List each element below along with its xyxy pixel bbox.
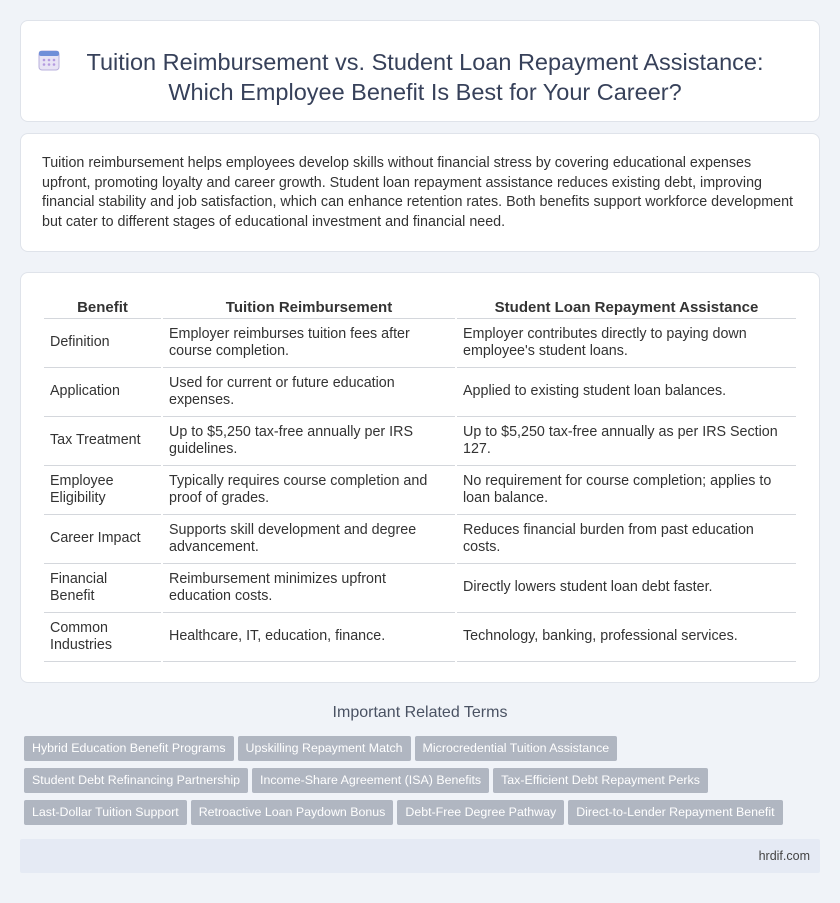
related-term-tag[interactable]: Microcredential Tuition Assistance (415, 736, 618, 761)
related-term-tag[interactable]: Tax-Efficient Debt Repayment Perks (493, 768, 708, 793)
related-term-tag[interactable]: Retroactive Loan Paydown Bonus (191, 800, 394, 825)
row-label: Financial Benefit (44, 564, 161, 613)
tuition-cell: Typically requires course completion and proof of grades. (163, 466, 455, 515)
tuition-cell: Healthcare, IT, education, finance. (163, 613, 455, 662)
header-student-loan-repayment: Student Loan Repayment Assistance (457, 297, 796, 319)
table-row (44, 368, 796, 417)
intro-paragraph: Tuition reimbursement helps employees develop skills without financial stress by covering educational expenses upfront, promoting loyalty and career growth. Student loan repayment assistance reduces existing debt, improving financial stability and job satisfaction, which can enhance retention rates. Both benefits support workforce development but cater to different stages of educational investment and financial need. (42, 155, 794, 230)
related-term-tag[interactable]: Hybrid Education Benefit Programs (24, 736, 234, 761)
related-terms-list (24, 736, 814, 832)
table-row (44, 466, 796, 515)
loan-cell: No requirement for course completion; applies to loan balance. (457, 466, 796, 515)
intro-card (20, 133, 820, 252)
loan-cell: Up to $5,250 tax-free annually as per IRS Section 127. (457, 417, 796, 466)
table-row (44, 613, 796, 662)
comparison-table (42, 297, 798, 662)
table-row (44, 319, 796, 368)
related-term-tag[interactable]: Upskilling Repayment Match (238, 736, 411, 761)
related-term-tag[interactable]: Income-Share Agreement (ISA) Benefits (252, 768, 489, 793)
loan-cell: Employer contributes directly to paying down employee's student loans. (457, 319, 796, 368)
related-term-tag[interactable]: Direct-to-Lender Repayment Benefit (568, 800, 782, 825)
title-card (20, 20, 820, 122)
tuition-cell: Employer reimburses tuition fees after course completion. (163, 319, 455, 368)
comparison-table-card (20, 272, 820, 683)
related-term-tag[interactable]: Last-Dollar Tuition Support (24, 800, 187, 825)
tuition-cell: Up to $5,250 tax-free annually per IRS guidelines. (163, 417, 455, 466)
row-label: Common Industries (44, 613, 161, 662)
tuition-cell: Supports skill development and degree advancement. (163, 515, 455, 564)
page-title: Tuition Reimbursement vs. Student Loan Repayment Assistance: Which Employee Benefit Is Best for Your Career? (86, 49, 764, 105)
table-row (44, 564, 796, 613)
loan-cell: Applied to existing student loan balances. (457, 368, 796, 417)
row-label: Application (44, 368, 161, 417)
row-label: Career Impact (44, 515, 161, 564)
row-label: Tax Treatment (44, 417, 161, 466)
calendar-icon (37, 48, 61, 72)
table-row (44, 417, 796, 466)
related-term-tag[interactable]: Student Debt Refinancing Partnership (24, 768, 248, 793)
table-header-row (44, 297, 796, 319)
loan-cell: Technology, banking, professional services. (457, 613, 796, 662)
tuition-cell: Used for current or future education expenses. (163, 368, 455, 417)
loan-cell: Reduces financial burden from past education costs. (457, 515, 796, 564)
related-term-tag[interactable]: Debt-Free Degree Pathway (397, 800, 564, 825)
header-tuition-reimbursement: Tuition Reimbursement (163, 297, 455, 319)
table-row (44, 515, 796, 564)
row-label: Employee Eligibility (44, 466, 161, 515)
footer-site-link[interactable]: hrdif.com (758, 849, 810, 863)
tuition-cell: Reimbursement minimizes upfront education costs. (163, 564, 455, 613)
loan-cell: Directly lowers student loan debt faster. (457, 564, 796, 613)
related-terms-title: Important Related Terms (332, 704, 508, 721)
row-label: Definition (44, 319, 161, 368)
footer (20, 839, 820, 873)
header-benefit: Benefit (44, 297, 161, 319)
